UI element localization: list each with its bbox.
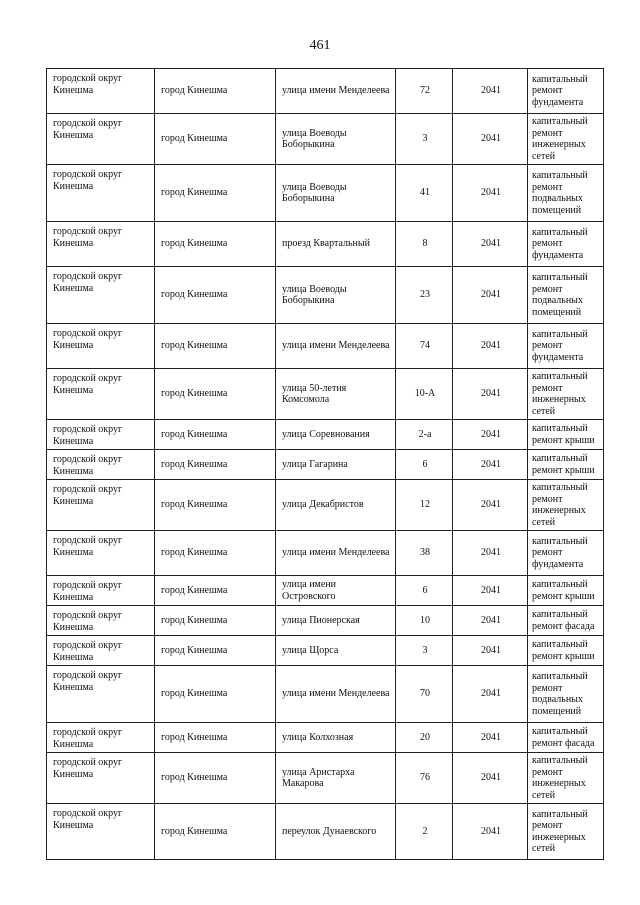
house-number-cell: 3 [396,636,453,666]
city-cell: город Кинешма [155,420,276,450]
year-cell: 2041 [453,606,528,636]
work-type-cell: капитальный ремонт фасада [528,606,604,636]
table-row [47,267,604,324]
street-cell: улица имени Менделеева [276,666,396,723]
table-row [47,324,604,369]
district-cell: городской округ Кинешма [47,369,155,420]
street-cell: улица Колхозная [276,723,396,753]
year-cell: 2041 [453,222,528,267]
year-cell: 2041 [453,420,528,450]
work-type-cell: капитальный ремонт фундамента [528,324,604,369]
house-number-cell: 6 [396,576,453,606]
year-cell: 2041 [453,369,528,420]
house-number-cell: 3 [396,114,453,165]
house-number-cell: 12 [396,480,453,531]
table-row [47,450,604,480]
street-cell: улица имени Менделеева [276,531,396,576]
year-cell: 2041 [453,753,528,804]
work-type-cell: капитальный ремонт крыши [528,420,604,450]
year-cell: 2041 [453,267,528,324]
house-number-cell: 23 [396,267,453,324]
house-number-cell: 20 [396,723,453,753]
district-cell: городской округ Кинешма [47,114,155,165]
table-row [47,753,604,804]
house-number-cell: 10 [396,606,453,636]
table-row [47,114,604,165]
city-cell: город Кинешма [155,723,276,753]
table-row [47,531,604,576]
table-row [47,666,604,723]
street-cell: улица Декабристов [276,480,396,531]
district-cell: городской округ Кинешма [47,267,155,324]
street-cell: улица Воеводы Боборыкина [276,165,396,222]
house-number-cell: 76 [396,753,453,804]
street-cell: улица имени Островского [276,576,396,606]
district-cell: городской округ Кинешма [47,723,155,753]
district-cell: городской округ Кинешма [47,804,155,860]
work-type-cell: капитальный ремонт фундамента [528,69,604,114]
year-cell: 2041 [453,636,528,666]
city-cell: город Кинешма [155,606,276,636]
city-cell: город Кинешма [155,222,276,267]
street-cell: улица Пионерская [276,606,396,636]
table-row [47,222,604,267]
work-type-cell: капитальный ремонт крыши [528,636,604,666]
city-cell: город Кинешма [155,576,276,606]
city-cell: город Кинешма [155,165,276,222]
table-row [47,480,604,531]
city-cell: город Кинешма [155,666,276,723]
year-cell: 2041 [453,114,528,165]
district-cell: городской округ Кинешма [47,606,155,636]
table-row [47,723,604,753]
district-cell: городской округ Кинешма [47,165,155,222]
house-number-cell: 2-а [396,420,453,450]
city-cell: город Кинешма [155,324,276,369]
work-type-cell: капитальный ремонт инженерных сетей [528,804,604,860]
year-cell: 2041 [453,450,528,480]
city-cell: город Кинешма [155,804,276,860]
district-cell: городской округ Кинешма [47,480,155,531]
table-row [47,69,604,114]
house-number-cell: 6 [396,450,453,480]
street-cell: улица имени Менделеева [276,69,396,114]
district-cell: городской округ Кинешма [47,576,155,606]
year-cell: 2041 [453,666,528,723]
year-cell: 2041 [453,576,528,606]
table-row [47,420,604,450]
city-cell: город Кинешма [155,267,276,324]
work-type-cell: капитальный ремонт инженерных сетей [528,480,604,531]
year-cell: 2041 [453,165,528,222]
district-cell: городской округ Кинешма [47,531,155,576]
house-number-cell: 41 [396,165,453,222]
street-cell: проезд Квартальный [276,222,396,267]
work-type-cell: капитальный ремонт фасада [528,723,604,753]
street-cell: улица Гагарина [276,450,396,480]
table-row [47,165,604,222]
table-row [47,804,604,860]
street-cell: улица Воеводы Боборыкина [276,267,396,324]
table-row [47,606,604,636]
table-body [47,69,604,860]
repair-schedule-table [46,68,604,860]
district-cell: городской округ Кинешма [47,324,155,369]
work-type-cell: капитальный ремонт фундамента [528,222,604,267]
district-cell: городской округ Кинешма [47,450,155,480]
work-type-cell: капитальный ремонт инженерных сетей [528,114,604,165]
table-row [47,369,604,420]
year-cell: 2041 [453,804,528,860]
district-cell: городской округ Кинешма [47,420,155,450]
street-cell: улица 50-летия Комсомола [276,369,396,420]
street-cell: улица Аристарха Макарова [276,753,396,804]
district-cell: городской округ Кинешма [47,666,155,723]
work-type-cell: капитальный ремонт инженерных сетей [528,753,604,804]
city-cell: город Кинешма [155,531,276,576]
city-cell: город Кинешма [155,753,276,804]
house-number-cell: 38 [396,531,453,576]
table-row [47,576,604,606]
city-cell: город Кинешма [155,114,276,165]
table-row [47,636,604,666]
year-cell: 2041 [453,531,528,576]
work-type-cell: капитальный ремонт крыши [528,576,604,606]
district-cell: городской округ Кинешма [47,753,155,804]
year-cell: 2041 [453,480,528,531]
house-number-cell: 2 [396,804,453,860]
work-type-cell: капитальный ремонт крыши [528,450,604,480]
street-cell: улица Соревнования [276,420,396,450]
work-type-cell: капитальный ремонт подвальных помещений [528,165,604,222]
year-cell: 2041 [453,324,528,369]
street-cell: улица Воеводы Боборыкина [276,114,396,165]
house-number-cell: 8 [396,222,453,267]
city-cell: город Кинешма [155,480,276,531]
city-cell: город Кинешма [155,69,276,114]
street-cell: улица имени Менделеева [276,324,396,369]
district-cell: городской округ Кинешма [47,636,155,666]
city-cell: город Кинешма [155,369,276,420]
work-type-cell: капитальный ремонт подвальных помещений [528,666,604,723]
house-number-cell: 10-А [396,369,453,420]
work-type-cell: капитальный ремонт фундамента [528,531,604,576]
city-cell: город Кинешма [155,450,276,480]
street-cell: переулок Дунаевского [276,804,396,860]
district-cell: городской округ Кинешма [47,222,155,267]
work-type-cell: капитальный ремонт подвальных помещений [528,267,604,324]
house-number-cell: 70 [396,666,453,723]
year-cell: 2041 [453,69,528,114]
work-type-cell: капитальный ремонт инженерных сетей [528,369,604,420]
year-cell: 2041 [453,723,528,753]
district-cell: городской округ Кинешма [47,69,155,114]
page-number: 461 [309,38,331,53]
city-cell: город Кинешма [155,636,276,666]
house-number-cell: 72 [396,69,453,114]
house-number-cell: 74 [396,324,453,369]
street-cell: улица Щорса [276,636,396,666]
